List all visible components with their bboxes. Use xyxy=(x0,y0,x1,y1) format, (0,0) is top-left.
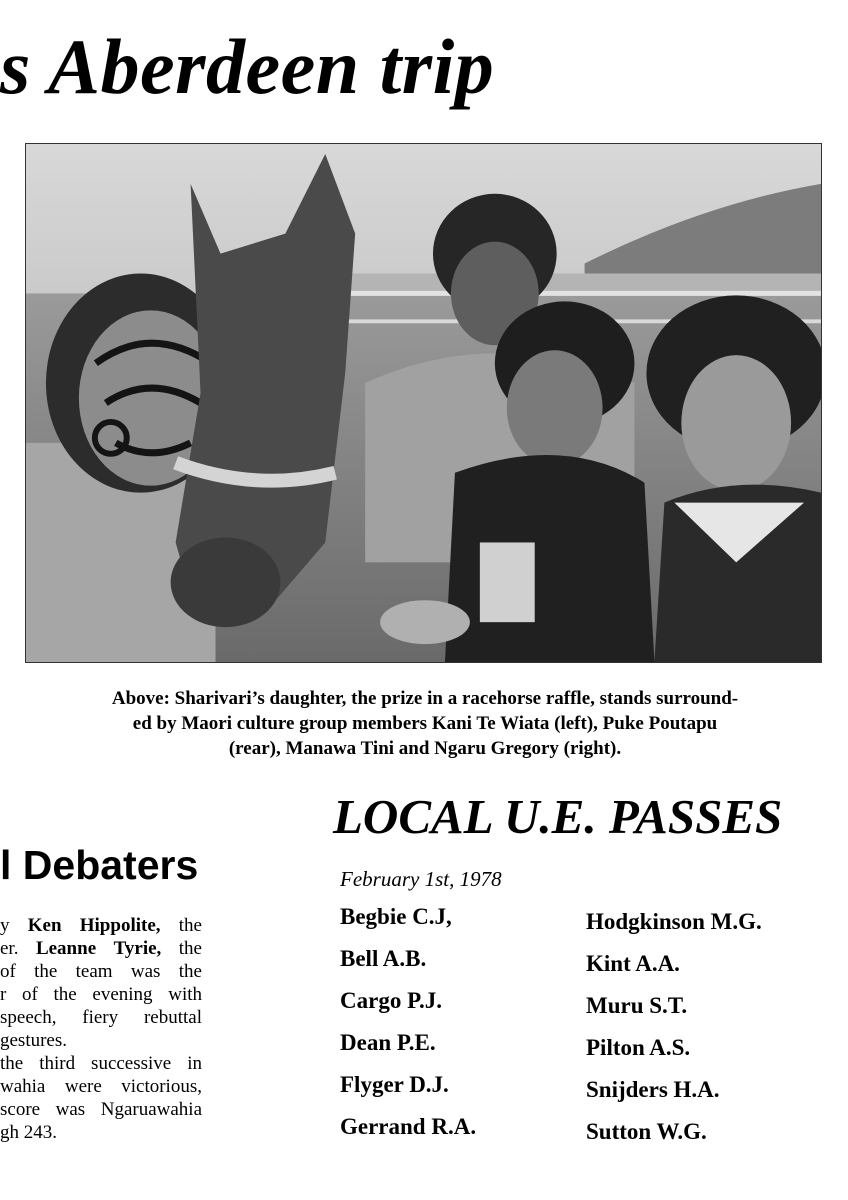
article-word: was xyxy=(55,1099,86,1120)
news-photo xyxy=(25,143,822,663)
article-word: Ngaruawahia xyxy=(100,1099,202,1120)
article-line xyxy=(0,983,202,1006)
article-line xyxy=(0,1075,202,1098)
article-word: successive xyxy=(91,1053,172,1074)
list-item: Dean P.E. xyxy=(340,1030,436,1055)
ue-names-column-2 xyxy=(586,907,762,1159)
article-word: y xyxy=(0,915,10,936)
article-word: evening xyxy=(92,984,153,1005)
article-line xyxy=(0,914,202,937)
list-item: Snijders H.A. xyxy=(586,1077,720,1102)
article-line xyxy=(0,1098,202,1121)
list-item: Hodgkinson M.G. xyxy=(586,909,762,934)
article-word: r xyxy=(0,984,7,1005)
article-word: the xyxy=(178,961,202,982)
article-word: the xyxy=(0,1053,24,1074)
ue-passes-title: LOCAL U.E. PASSES xyxy=(333,789,783,844)
article-line xyxy=(0,937,202,960)
article-word: the xyxy=(178,915,202,936)
article-line xyxy=(0,1006,202,1029)
ue-passes-date: February 1st, 1978 xyxy=(340,867,502,891)
debaters-article-body xyxy=(0,914,202,1144)
article-word: the xyxy=(178,938,202,959)
caption-line: ed by Maori culture group members Kani Te Wiata (left), Puke Poutapu xyxy=(132,713,718,734)
article-word: Leanne xyxy=(35,938,97,959)
photo-image xyxy=(26,144,821,662)
article-word: third xyxy=(39,1053,76,1074)
article-word: Tyrie, xyxy=(113,938,162,959)
article-word: rebuttal xyxy=(143,1007,202,1028)
debaters-headline: l Debaters xyxy=(0,842,199,888)
article-word: er. xyxy=(0,938,19,959)
article-word: team xyxy=(75,961,113,982)
article-line xyxy=(0,960,202,983)
caption-line: Above: Sharivari’s daughter, the prize in a racehorse raffle, stands surround- xyxy=(111,688,739,709)
article-line xyxy=(0,1029,202,1052)
article-word: was xyxy=(130,961,161,982)
article-word: gh 243. xyxy=(0,1122,57,1143)
article-word: victorious, xyxy=(121,1076,202,1097)
list-item: Kint A.A. xyxy=(586,951,680,976)
article-word: in xyxy=(187,1053,202,1074)
list-item: Muru S.T. xyxy=(586,993,688,1018)
article-headline: s Aberdeen trip xyxy=(0,23,495,110)
list-item: Pilton A.S. xyxy=(586,1035,691,1060)
article-word: gestures. xyxy=(0,1030,68,1051)
article-word: the xyxy=(34,961,58,982)
list-item: Sutton W.G. xyxy=(586,1119,707,1144)
caption-line: (rear), Manawa Tini and Ngaru Gregory (right). xyxy=(228,738,622,759)
list-item: Cargo P.J. xyxy=(340,988,443,1013)
photo-caption xyxy=(30,686,820,761)
list-item: Bell A.B. xyxy=(340,946,427,971)
article-line xyxy=(0,1121,202,1144)
article-word: of xyxy=(22,984,38,1005)
list-item: Flyger D.J. xyxy=(340,1072,449,1097)
article-line xyxy=(0,1052,202,1075)
list-item: Begbie C.J, xyxy=(340,904,452,929)
article-word: score xyxy=(0,1099,41,1120)
list-item: Gerrand R.A. xyxy=(340,1114,477,1139)
article-word: with xyxy=(168,984,202,1005)
article-word: Ken xyxy=(27,915,62,936)
ue-names-column-1 xyxy=(340,902,476,1154)
article-word: speech, xyxy=(0,1007,57,1028)
article-word: Hippolite, xyxy=(79,915,161,936)
article-word: were xyxy=(64,1076,102,1097)
article-word: fiery xyxy=(82,1007,119,1028)
article-word: of xyxy=(0,961,16,982)
article-word: the xyxy=(53,984,77,1005)
article-word: wahia xyxy=(0,1076,46,1097)
